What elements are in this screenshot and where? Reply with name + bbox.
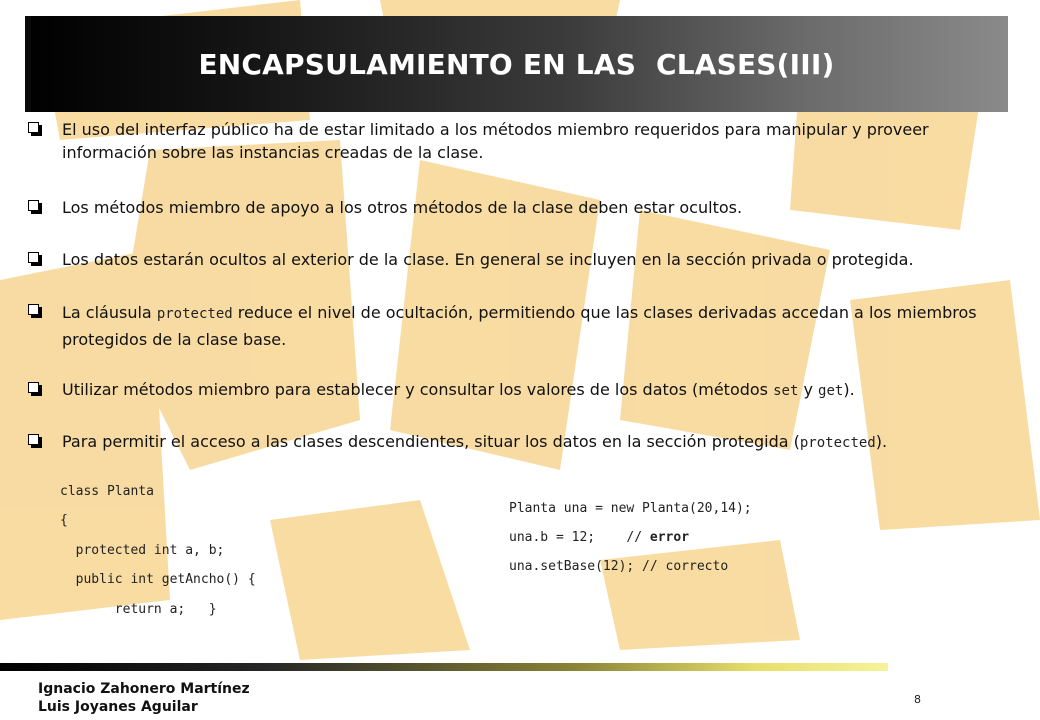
author-name: Ignacio Zahonero Martínez bbox=[38, 681, 250, 697]
bullet-text-segment: Utilizar métodos miembro para establecer y consultar los valores de los datos (métodos bbox=[62, 380, 774, 399]
checkbox-bullet-icon bbox=[28, 252, 39, 263]
inline-code: get bbox=[818, 383, 844, 399]
slide-title: ENCAPSULAMIENTO EN LAS CLASES(III) bbox=[198, 47, 835, 81]
code-line: return a; } bbox=[60, 602, 217, 617]
code-line: class Planta bbox=[60, 484, 154, 499]
bullet-text bbox=[62, 430, 982, 455]
code-line: { bbox=[60, 513, 68, 528]
inline-code: protected bbox=[156, 306, 233, 322]
checkbox-bullet-icon bbox=[28, 304, 39, 315]
bullet-text bbox=[62, 248, 982, 271]
bullet-text bbox=[62, 378, 982, 403]
inline-code: protected bbox=[799, 435, 876, 451]
code-line: protected int a, b; bbox=[60, 543, 225, 558]
author-name: Luis Joyanes Aguilar bbox=[38, 699, 198, 715]
bullet-text-segment: El uso del interfaz público ha de estar limitado a los métodos miembro requeridos para manipular y proveer información sobre las instancias creadas de la clase. bbox=[62, 120, 929, 162]
code-line-error bbox=[509, 530, 689, 545]
checkbox-bullet-icon bbox=[28, 434, 39, 445]
bullet-text-segment: y bbox=[798, 380, 819, 399]
bullet-text-segment: Los métodos miembro de apoyo a los otros métodos de la clase deben estar ocultos. bbox=[62, 198, 743, 217]
code-line: Planta una = new Planta(20,14); bbox=[509, 501, 752, 516]
bullet-text-segment: ). bbox=[843, 380, 855, 399]
bullet-text-segment: La cláusula bbox=[62, 303, 157, 322]
inline-code: set bbox=[773, 383, 799, 399]
checkbox-bullet-icon bbox=[28, 122, 39, 133]
checkbox-bullet-icon bbox=[28, 382, 39, 393]
bullet-text-segment: reduce el nivel de ocultación, permitiendo que las clases derivadas accedan a los miembros protegidos de la clase base. bbox=[62, 303, 977, 349]
error-keyword: error bbox=[649, 530, 690, 545]
bullet-text bbox=[62, 196, 982, 219]
page-number: 8 bbox=[914, 693, 921, 706]
footer-divider bbox=[0, 663, 888, 671]
bullet-text bbox=[62, 118, 982, 164]
code-line: public int getAncho() { bbox=[60, 572, 256, 587]
bullet-text-segment: Los datos estarán ocultos al exterior de la clase. En general se incluyen en la sección privada o protegida. bbox=[62, 250, 914, 269]
bullet-text-segment: Para permitir el acceso a las clases descendientes, situar los datos en la sección protegida ( bbox=[62, 432, 800, 451]
code-line-text: una.b = 12; // bbox=[509, 530, 650, 545]
code-line: una.setBase(12); // correcto bbox=[509, 559, 729, 574]
bullet-text bbox=[62, 300, 982, 352]
bullet-text-segment: ). bbox=[875, 432, 888, 451]
checkbox-bullet-icon bbox=[28, 200, 39, 211]
